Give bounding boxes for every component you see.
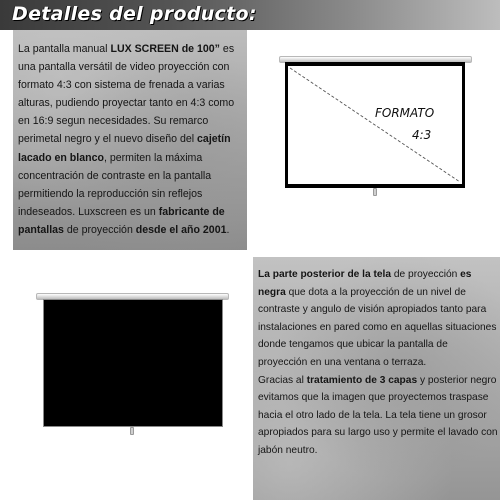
product-description-text	[18, 40, 248, 239]
projection-screen-white	[285, 62, 465, 188]
ratio-label: 4:3	[412, 128, 432, 142]
back-body-1: de proyección	[391, 269, 461, 280]
back-fabric-panel	[253, 257, 500, 500]
format-label: FORMATO	[375, 106, 435, 120]
black-highlight: es negra	[258, 269, 472, 298]
back-fabric-lead: La parte posterior de la tela	[258, 269, 392, 280]
description-body-3: de proyección	[63, 223, 136, 236]
description-body-1: es una pantalla versátil de video proyección con formato 4:3 con sistema de frenada a varias alturas, pudiendo proyectar tanto en 4:3 como en 16:9 segun necesidades. Su remarco perimetal negro y el nuevo diseño del	[18, 43, 235, 146]
back-body-2: que dota a la proyección de un nivel de contraste y angulo de visión apropiados tanto para instalaciones en pared como en aquellas situaciones donde tengamos que ubicar la pantalla de proyección en una ventana o terraza.	[258, 286, 497, 368]
intro-text: La pantalla manual	[18, 43, 111, 55]
screen-diagonal	[288, 66, 462, 184]
since-year-highlight: desde el año 2001	[135, 223, 227, 236]
back-fabric-text	[258, 266, 498, 460]
pull-handle	[373, 188, 377, 196]
back-body-3: Gracias al	[258, 374, 307, 386]
back-body-4: y posterior negro evitamos que la imagen que proyectemos traspase hacia el otro lado de la tela. La tela tiene un grosor apropiados para su largo uso y permite el lavado con jabón neutro.	[258, 374, 498, 456]
projection-screen-black-back	[43, 299, 223, 427]
screen-surface	[288, 66, 462, 184]
description-end: .	[226, 223, 230, 236]
description-body-2: , permiten la máxima concentración de contraste en la pantalla permitiendo la reproducción sin reflejos indeseados. Luxscreen es un	[18, 151, 212, 218]
layers-highlight: tratamiento de 3 capas	[306, 374, 418, 386]
product-description-panel	[13, 30, 247, 250]
header-banner	[0, 0, 500, 30]
cajetin-highlight: cajetín lacado en blanco	[18, 133, 231, 164]
page-title: Detalles del producto:	[12, 3, 257, 25]
fabricante-highlight: fabricante de pantallas	[18, 205, 225, 236]
pull-handle-back	[130, 427, 134, 435]
brand-name: LUX SCREEN de 100”	[110, 43, 220, 55]
